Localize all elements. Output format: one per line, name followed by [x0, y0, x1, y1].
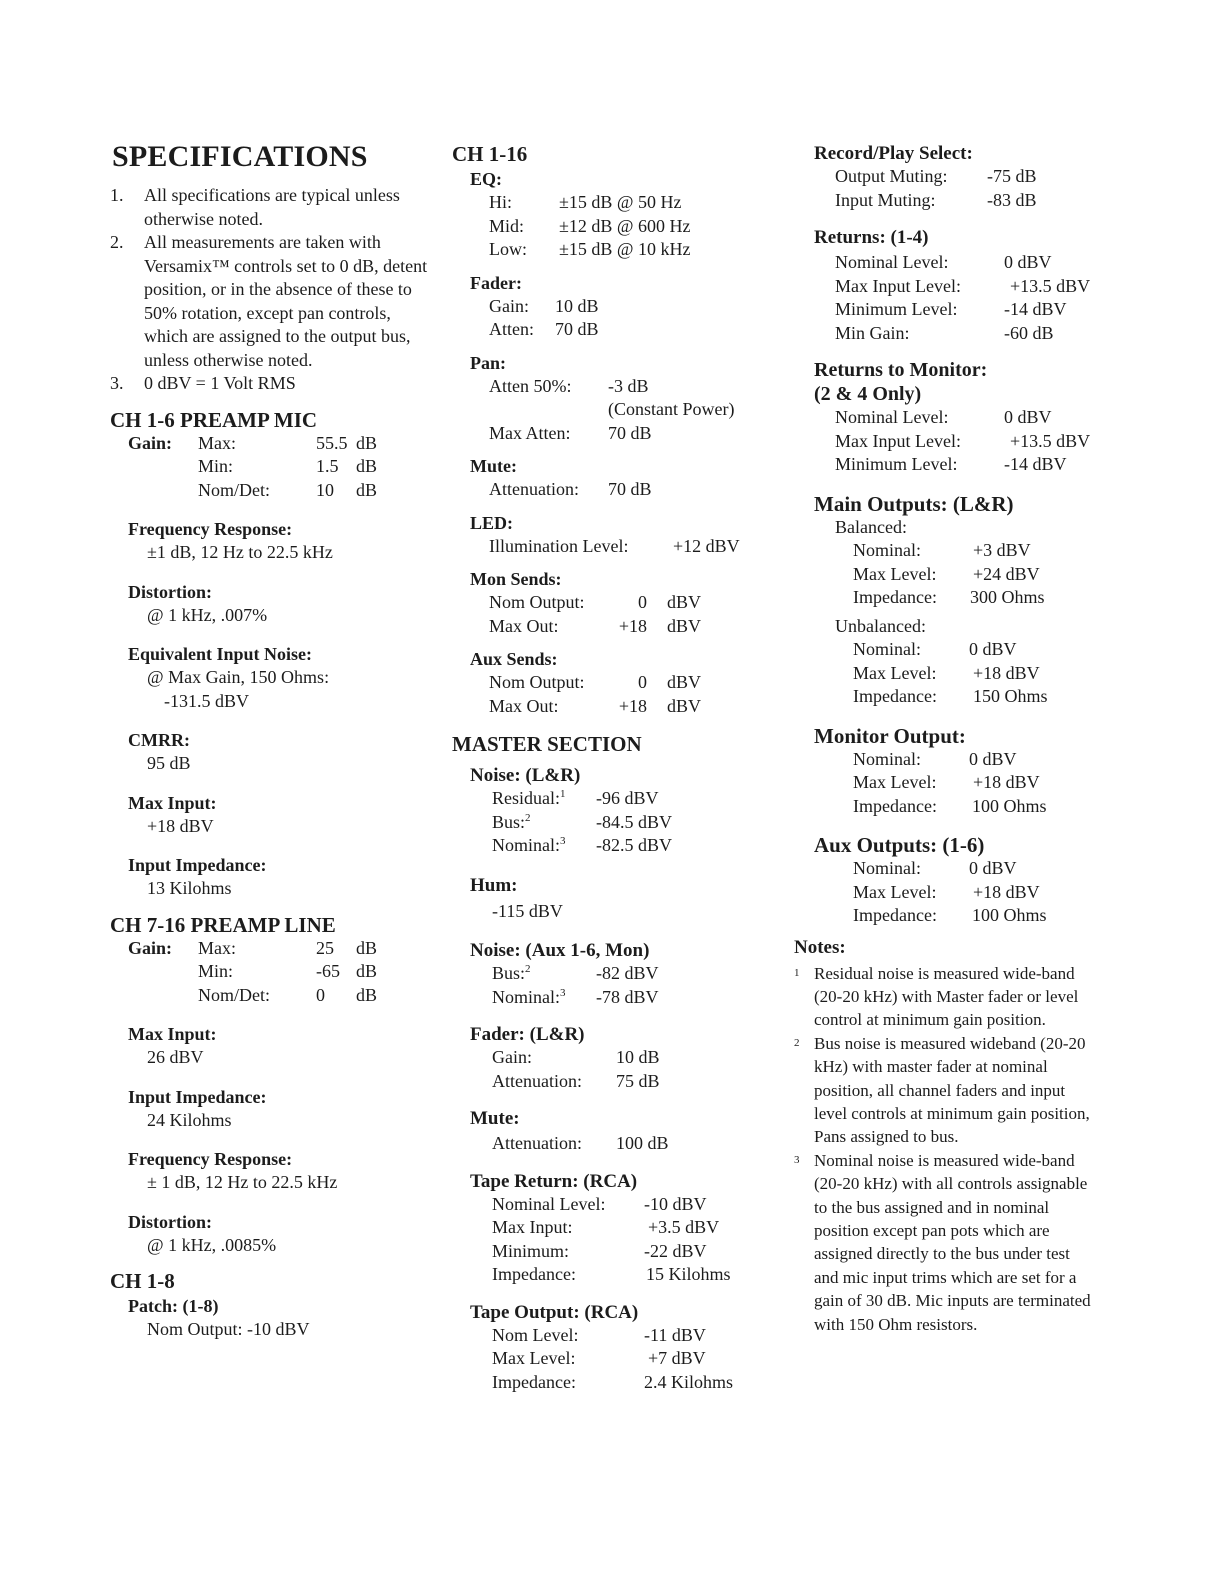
spec-row: [452, 1046, 792, 1070]
spec-row: [814, 638, 1114, 662]
spec-value: 10 dB: [616, 1047, 660, 1067]
spec-unit: dBV: [667, 592, 702, 612]
spec-value: 100 Ohms: [972, 905, 1047, 925]
spec-heading: Tape Output: (RCA): [470, 1301, 639, 1323]
spec-key: Impedance:: [853, 686, 937, 706]
spec-key: Nominal:: [492, 835, 560, 855]
footnote-ref: 2: [525, 811, 531, 824]
spec-subheading: Balanced:: [835, 516, 907, 537]
spec-heading: Noise: (Aux 1-6, Mon): [470, 940, 650, 961]
spec-row: [452, 615, 792, 639]
spec-value: +13.5 dBV: [1010, 430, 1091, 451]
spec-key: Max Out:: [489, 615, 559, 636]
section-heading-master: MASTER SECTION: [452, 732, 642, 756]
spec-key: Attenuation:: [492, 1133, 582, 1153]
spec-unit: dBV: [667, 615, 702, 636]
spec-row: [452, 422, 792, 446]
spec-value: Nom Output: -10 dBV: [147, 1319, 310, 1339]
spec-row: [814, 275, 1114, 299]
spec-row: [110, 455, 430, 479]
spec-heading: Input Impedance:: [128, 1086, 267, 1107]
spec-value: 0 dBV: [969, 639, 1017, 659]
spec-value: +18 dBV: [973, 772, 1040, 792]
spec-key: Max:: [198, 432, 236, 453]
spec-heading: Max Input:: [128, 1024, 217, 1044]
spec-value: ± 1 dB, 12 Hz to 22.5 kHz: [147, 1172, 338, 1192]
footnote-text: Nominal noise is measured wide-band (20-20 kHz) with all controls assignable to the bus assigned and in nominal position except pan pots which are assigned directly to the bus under test and mic input trims which are set for a gain of 30 dB. Mic inputs are terminated with 150 Ohm resistors.: [814, 1150, 1091, 1334]
spec-value: +18: [618, 615, 647, 636]
spec-key: Impedance:: [492, 1371, 576, 1392]
spec-value: -131.5 dBV: [164, 690, 249, 711]
column-middle: [452, 140, 792, 1394]
footnote-number: 1: [794, 966, 800, 979]
spec-row: [452, 1132, 792, 1156]
spec-value: 150 Ohms: [973, 686, 1048, 706]
spec-key: Attenuation:: [492, 1070, 582, 1091]
spec-label: Gain:: [128, 432, 173, 453]
spec-value: +3.5 dBV: [648, 1217, 720, 1237]
list-text: 0 dBV = 1 Volt RMS: [144, 373, 296, 393]
spec-row: [452, 535, 792, 559]
spec-row: [452, 986, 792, 1010]
column-left: [110, 140, 430, 1342]
footnote: [794, 1149, 1094, 1336]
spec-value: 0 dBV: [969, 858, 1017, 878]
spec-value: -75 dB: [987, 166, 1037, 186]
spec-row: [110, 984, 430, 1008]
spec-key: Nom Level:: [492, 1324, 579, 1345]
spec-key: Max:: [198, 937, 236, 958]
spec-value: 75 dB: [616, 1070, 660, 1091]
spec-row: [452, 695, 792, 719]
spec-value: -65: [316, 961, 340, 981]
footnote-number: 3: [794, 1153, 800, 1166]
spec-key: Nom Output:: [489, 592, 585, 612]
spec-row: [452, 787, 792, 811]
spec-key: Nominal Level:: [835, 407, 949, 427]
spec-value: +18: [618, 695, 647, 716]
spec-value: 100 dB: [616, 1133, 669, 1153]
spec-heading: Mute:: [470, 1108, 520, 1129]
spec-value: +12 dBV: [673, 535, 740, 556]
spec-row: [814, 165, 1114, 189]
spec-row: [814, 322, 1114, 346]
spec-heading: Returns to Monitor:: [814, 359, 988, 381]
spec-row: [814, 795, 1114, 819]
spec-row: [452, 1193, 792, 1217]
spec-key: Min:: [198, 456, 234, 476]
spec-row: [452, 1070, 792, 1094]
spec-value: ±15 dB @ 10 kHz: [559, 239, 691, 259]
list-number: 2.: [110, 232, 124, 252]
spec-row: [814, 586, 1114, 610]
spec-key: Max Level:: [853, 662, 937, 683]
spec-heading: Returns: (1-4): [814, 227, 929, 248]
spec-key: Minimum Level:: [835, 299, 958, 319]
spec-key: Impedance:: [853, 587, 937, 607]
spec-row: [814, 453, 1114, 477]
spec-value: 300 Ohms: [970, 587, 1045, 607]
list-number: 3.: [110, 373, 124, 393]
spec-value: 0: [316, 984, 325, 1005]
spec-unit: dB: [356, 479, 378, 500]
spec-heading: Aux Sends:: [470, 649, 558, 669]
spec-unit: dBV: [667, 695, 702, 716]
footnotes: [794, 962, 1094, 1337]
spec-key: Impedance:: [853, 795, 937, 816]
spec-value: -60 dB: [1004, 322, 1054, 343]
spec-heading: EQ:: [470, 169, 503, 189]
spec-value: 10 dB: [555, 295, 599, 316]
spec-row: [814, 251, 1114, 275]
spec-key: Bus:: [492, 811, 526, 832]
spec-heading: Monitor Output:: [814, 723, 966, 748]
spec-key: Max Input Level:: [835, 275, 961, 296]
spec-unit: dB: [356, 432, 378, 453]
spec-value: +24 dBV: [973, 563, 1040, 584]
spec-row: [452, 1324, 792, 1348]
spec-row: [452, 478, 792, 502]
spec-value: 70 dB: [608, 422, 652, 443]
spec-heading: CMRR:: [128, 730, 190, 750]
spec-unit: dB: [356, 937, 378, 958]
spec-key: Max Input:: [492, 1217, 573, 1237]
spec-row: [452, 1263, 792, 1287]
spec-value: -115 dBV: [492, 900, 563, 921]
spec-key: Impedance:: [853, 905, 937, 925]
spec-heading: Frequency Response:: [128, 519, 293, 539]
spec-label: Gain:: [128, 937, 173, 958]
spec-value: 100 Ohms: [972, 795, 1047, 816]
spec-unit: dB: [356, 984, 378, 1005]
spec-row: [110, 937, 430, 961]
spec-unit: dBV: [667, 672, 702, 692]
spec-key: Nominal:: [853, 639, 921, 659]
spec-row: [452, 811, 792, 835]
spec-heading: Record/Play Select:: [814, 143, 973, 164]
spec-value: -14 dBV: [1004, 299, 1067, 319]
spec-key: Min:: [198, 961, 234, 981]
spec-key: Max Level:: [853, 772, 937, 792]
spec-value: +18 dBV: [147, 815, 214, 836]
spec-value: 24 Kilohms: [147, 1109, 232, 1130]
spec-key: Impedance:: [492, 1264, 576, 1284]
spec-value: -96 dBV: [596, 788, 659, 808]
general-notes-list: [110, 184, 430, 396]
spec-row: [452, 671, 792, 695]
spec-row: [814, 539, 1114, 563]
spec-row: [814, 685, 1114, 709]
spec-heading: Frequency Response:: [128, 1149, 293, 1169]
spec-row: [452, 1347, 792, 1371]
spec-key: Hi:: [489, 192, 513, 212]
spec-row: [452, 1240, 792, 1264]
notes-heading: Notes:: [794, 936, 846, 958]
spec-row: [110, 960, 430, 984]
spec-value: 0 dBV: [1004, 252, 1052, 272]
spec-key: Nominal Level:: [835, 252, 949, 272]
spec-key: Max Input Level:: [835, 430, 961, 451]
spec-row: [814, 662, 1114, 686]
spec-key: Nom Output:: [489, 672, 585, 692]
spec-row: [110, 479, 430, 503]
spec-heading: Input Impedance:: [128, 855, 267, 875]
spec-key: Mid:: [489, 215, 525, 236]
spec-key: Minimum:: [492, 1240, 570, 1261]
spec-value: -78 dBV: [596, 986, 659, 1007]
spec-row: [452, 295, 792, 319]
spec-key: Nom/Det:: [198, 984, 270, 1005]
spec-value: ±1 dB, 12 Hz to 22.5 kHz: [147, 542, 333, 562]
spec-heading: LED:: [470, 512, 514, 533]
spec-key: Output Muting:: [835, 166, 948, 186]
spec-key: Nominal:: [492, 986, 560, 1007]
spec-key: Nom/Det:: [198, 479, 270, 500]
footnote-number: 2: [794, 1036, 800, 1049]
spec-value: @ Max Gain, 150 Ohms:: [147, 667, 330, 687]
spec-subheading: Unbalanced:: [835, 615, 926, 636]
list-number: 1.: [110, 185, 124, 205]
spec-unit: dB: [356, 961, 378, 981]
spec-value: 10: [316, 479, 334, 500]
footnote: [794, 962, 1094, 1032]
spec-value: +18 dBV: [973, 662, 1040, 683]
spec-key: Nominal:: [853, 858, 921, 878]
spec-key: Max Level:: [853, 881, 937, 902]
spec-value: 55.5: [316, 432, 348, 453]
spec-row: [452, 375, 792, 399]
spec-key: Attenuation:: [489, 479, 579, 499]
spec-key: Max Level:: [492, 1348, 576, 1368]
spec-value: 26 dBV: [147, 1047, 204, 1067]
spec-value: -83 dB: [987, 189, 1037, 210]
spec-heading: Max Input:: [128, 792, 217, 813]
spec-value: +18 dBV: [973, 881, 1040, 902]
spec-row: [814, 298, 1114, 322]
spec-value: -11 dBV: [644, 1324, 706, 1345]
spec-value: ±12 dB @ 600 Hz: [559, 215, 691, 236]
column-right: [794, 140, 1114, 1336]
spec-value: -22 dBV: [644, 1240, 707, 1261]
spec-row: [452, 834, 792, 858]
spec-key: Gain:: [492, 1047, 532, 1067]
spec-value: -82.5 dBV: [596, 835, 672, 855]
spec-value: 25: [316, 937, 334, 958]
spec-value: -10 dBV: [644, 1193, 707, 1214]
spec-row: [814, 904, 1114, 928]
spec-value: @ 1 kHz, .0085%: [147, 1234, 277, 1255]
spec-key: Illumination Level:: [489, 535, 629, 556]
spec-row: [452, 962, 792, 986]
spec-row: [110, 432, 430, 456]
list-item: [110, 372, 430, 396]
footnote-ref: 3: [560, 986, 566, 999]
spec-unit: dB: [356, 456, 378, 476]
spec-key: Atten:: [489, 319, 534, 339]
spec-value: ±15 dB @ 50 Hz: [559, 192, 682, 212]
footnote-text: Residual noise is measured wide-band (20-20 kHz) with Master fader or level control at minimum gain position.: [814, 963, 1079, 1030]
footnote-ref: 2: [525, 963, 531, 975]
spec-row: [814, 748, 1114, 772]
spec-row: [814, 189, 1114, 213]
spec-value: -14 dBV: [1004, 454, 1067, 474]
spec-value: +13.5 dBV: [1010, 275, 1091, 296]
spec-key: Residual:: [492, 788, 560, 808]
spec-heading: Mon Sends:: [470, 569, 562, 589]
footnote: [794, 1032, 1094, 1149]
spec-heading: Main Outputs: (L&R): [814, 491, 1014, 516]
spec-row: [452, 591, 792, 615]
spec-value: 0: [638, 592, 647, 612]
section-heading-ch1-16: CH 1-16: [452, 142, 528, 166]
spec-row: [452, 1371, 792, 1395]
spec-heading: Equivalent Input Noise:: [128, 644, 313, 664]
spec-value: -3 dB: [608, 375, 649, 396]
spec-heading: Hum:: [470, 874, 518, 896]
spec-row: [814, 881, 1114, 905]
spec-key: Atten 50%:: [489, 375, 572, 396]
spec-row: [452, 1216, 792, 1240]
spec-row: [814, 406, 1114, 430]
footnote-ref: 3: [560, 835, 566, 847]
spec-heading: Fader: (L&R): [470, 1024, 585, 1045]
spec-key: Nominal:: [853, 748, 921, 769]
spec-key: Minimum Level:: [835, 454, 958, 474]
spec-heading: Fader:: [470, 272, 522, 293]
spec-value: 13 Kilohms: [147, 878, 232, 898]
spec-row: [814, 857, 1114, 881]
spec-row: [814, 771, 1114, 795]
footnote-ref: 1: [560, 788, 566, 800]
spec-value: +3 dBV: [973, 540, 1031, 560]
spec-key: Gain:: [489, 295, 529, 316]
spec-heading: (2 & 4 Only): [814, 383, 922, 405]
list-text: All specifications are typical unless otherwise noted.: [144, 185, 400, 229]
spec-heading: Distortion:: [128, 1211, 212, 1232]
spec-key: Nominal Level:: [492, 1193, 606, 1214]
spec-row: [814, 563, 1114, 587]
spec-value: @ 1 kHz, .007%: [147, 604, 268, 625]
list-item: [110, 184, 430, 231]
spec-key: Max Out:: [489, 695, 559, 716]
spec-row: [452, 238, 792, 262]
spec-value: -82 dBV: [596, 963, 659, 983]
section-heading-ch1-6-mic: CH 1-6 PREAMP MIC: [110, 407, 318, 432]
spec-row: [452, 215, 792, 239]
spec-key: Max Atten:: [489, 422, 571, 443]
footnote-text: Bus noise is measured wideband (20-20 kHz) with master fader at nominal position, all channel faders and input level controls at minimum gain position, Pans assigned to bus.: [814, 1033, 1090, 1147]
spec-value: 15 Kilohms: [646, 1264, 731, 1284]
spec-row: [452, 191, 792, 215]
spec-value: 0 dBV: [969, 748, 1017, 769]
spec-heading: Tape Return: (RCA): [470, 1170, 638, 1192]
spec-row: [814, 430, 1114, 454]
spec-value: 0: [638, 672, 647, 692]
spec-key: Min Gain:: [835, 322, 910, 343]
spec-value: 70 dB: [608, 479, 652, 499]
spec-value: 95 dB: [147, 753, 191, 773]
page-title: SPECIFICATIONS: [112, 140, 368, 173]
spec-heading: Distortion:: [128, 581, 212, 602]
spec-heading: Mute:: [470, 456, 517, 476]
spec-key: Max Level:: [853, 563, 937, 584]
spec-heading: Noise: (L&R): [470, 765, 581, 786]
spec-key: Bus:: [492, 963, 526, 983]
spec-key: Input Muting:: [835, 189, 936, 210]
spec-note: (Constant Power): [608, 399, 735, 419]
spec-value: +7 dBV: [648, 1348, 706, 1368]
spec-heading: Patch: (1-8): [128, 1296, 219, 1316]
list-text: All measurements are taken with Versamix™ controls set to 0 dB, detent position, or in the absence of these to 50% rotation, except pan controls, which are assigned to the output bus, unless otherwise noted.: [144, 232, 428, 370]
list-item: [110, 231, 430, 372]
section-heading-ch1-8: CH 1-8: [110, 1269, 175, 1293]
spec-value: 2.4 Kilohms: [644, 1371, 734, 1392]
spec-value: 70 dB: [555, 319, 599, 339]
section-heading-ch7-16-line: CH 7-16 PREAMP LINE: [110, 912, 336, 937]
spec-heading: Pan:: [470, 352, 506, 373]
spec-key: Nominal:: [853, 540, 921, 560]
spec-value: 1.5: [316, 456, 339, 476]
spec-value: -84.5 dBV: [596, 811, 672, 832]
spec-heading: Aux Outputs: (1-6): [814, 833, 985, 857]
spec-value: 0 dBV: [1004, 407, 1052, 427]
spec-row: [452, 318, 792, 342]
spec-key: Low:: [489, 239, 527, 259]
